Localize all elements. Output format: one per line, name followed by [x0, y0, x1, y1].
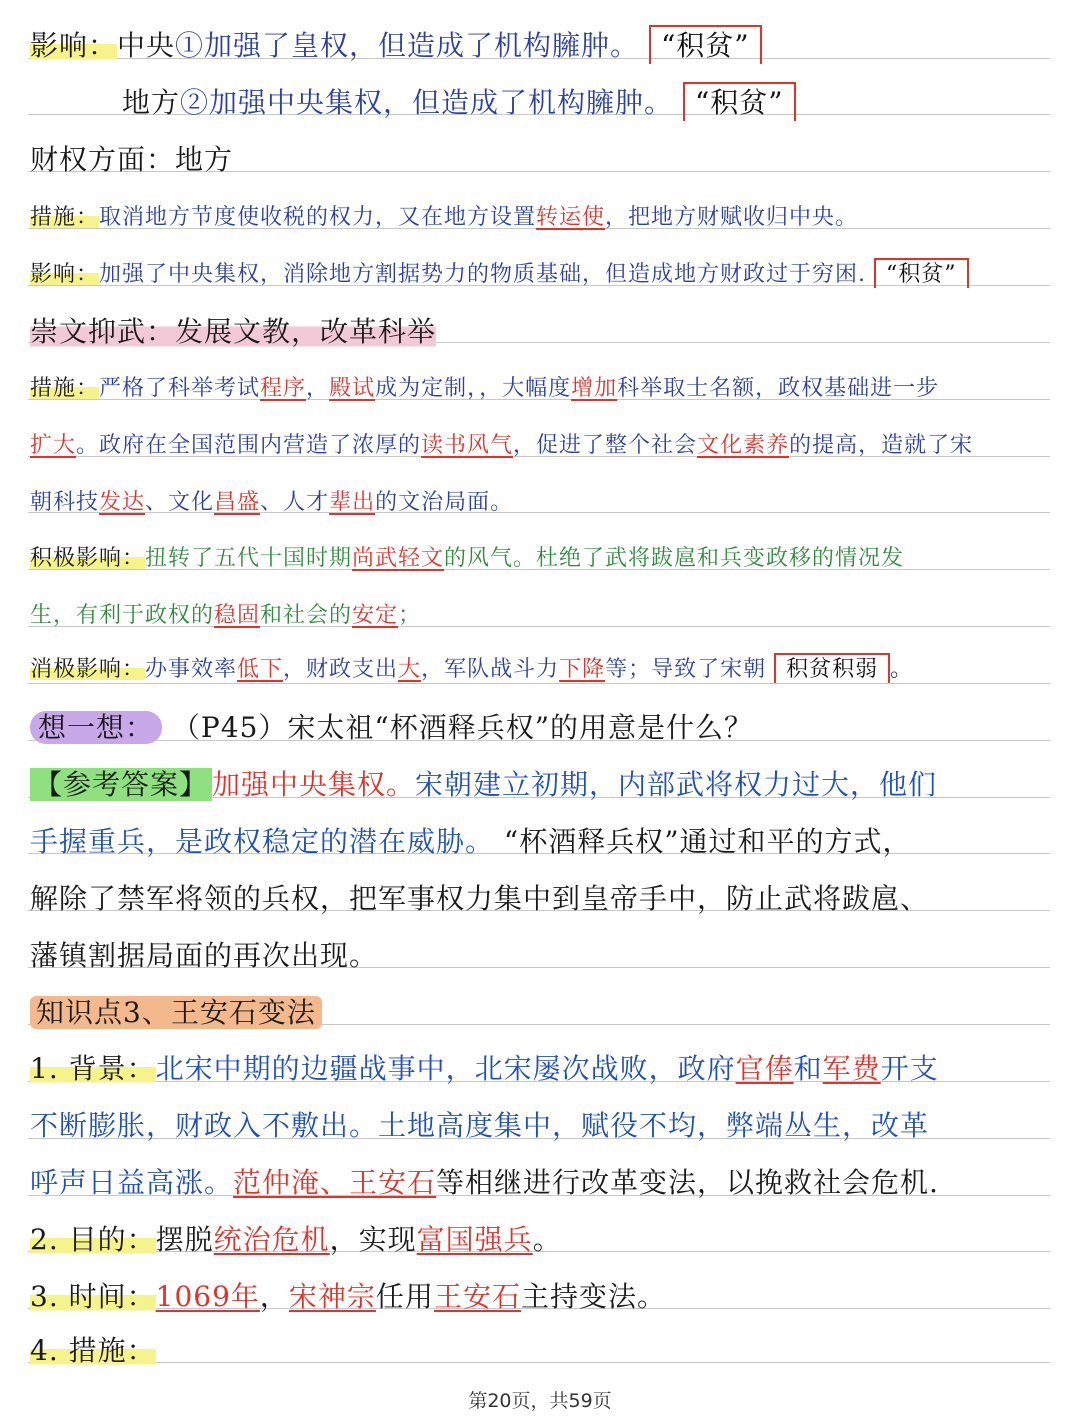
- text-segment: 下降: [559, 657, 606, 682]
- text-segment: 的风气。杜绝了武将跋扈和兵变政移的情况发: [444, 546, 905, 571]
- text-segment: 读书风气: [421, 433, 514, 458]
- note-line: [30, 934, 1056, 974]
- text-segment: 开支: [880, 1052, 939, 1085]
- text-segment: ，军队战斗力: [421, 657, 560, 682]
- text-segment: 解除了禁军将领的兵权，把军事权力集中到皇帝手中，防止武将跋扈、: [30, 882, 930, 915]
- text-segment: 严格了科举考试: [99, 376, 261, 401]
- text-segment: 尚武轻文: [352, 546, 445, 571]
- text-segment: 宋神宗: [288, 1280, 376, 1313]
- text-segment: 宋朝建立初期，内部武将权力过大，他们: [415, 768, 938, 801]
- text-segment: ，: [259, 1280, 289, 1313]
- text-segment: 措施：: [30, 205, 100, 230]
- text-segment: 转运使: [536, 205, 606, 230]
- boxed-note: “积贫”: [874, 258, 969, 288]
- note-line: [122, 81, 1056, 121]
- note-line: [30, 877, 1056, 917]
- note-line: [30, 991, 1056, 1031]
- text-segment: 统治危机: [213, 1223, 330, 1256]
- boxed-note: “积贫”: [649, 25, 762, 64]
- note-line: [30, 652, 1056, 683]
- text-segment: ①加强了皇权，但造成了机构臃肿。: [175, 29, 640, 62]
- text-segment: 摆脱: [155, 1223, 214, 1256]
- text-segment: 知识点3、王安石变法: [30, 996, 322, 1029]
- text-segment: 3. 时间：: [30, 1280, 156, 1313]
- text-segment: 措施：: [30, 376, 100, 401]
- note-line: [30, 428, 1056, 459]
- text-segment: 加强中央集权。: [212, 768, 416, 801]
- text-segment: ，: [306, 376, 330, 401]
- text-segment: 扩大: [30, 433, 77, 458]
- text-segment: 和: [793, 1052, 823, 1085]
- text-segment: 富国强兵: [416, 1223, 533, 1256]
- text-segment: （P45）宋太祖“杯酒释兵权”的用意是什么？: [162, 711, 754, 744]
- text-segment: 1069年: [155, 1280, 260, 1313]
- text-segment: 等；导致了宋朝: [605, 657, 767, 682]
- text-segment: ②加强中央集权，但造成了机构臃肿。: [180, 86, 674, 119]
- note-line: [30, 541, 1056, 572]
- page-footer: 第20页，共59页: [468, 1390, 612, 1412]
- text-segment: 发达: [99, 490, 146, 515]
- text-segment: 文化素养: [697, 433, 790, 458]
- text-segment: 2. 目的：: [30, 1223, 156, 1256]
- text-segment: 呼声日益高涨。: [30, 1166, 234, 1199]
- text-segment: ，促进了整个社会: [513, 433, 698, 458]
- text-segment: 影响：: [30, 29, 118, 62]
- text-segment: 藩镇割据局面的再次出现。: [30, 939, 379, 972]
- note-line: [30, 1275, 1056, 1315]
- text-segment: 任用: [375, 1280, 434, 1313]
- text-segment: 。: [890, 657, 914, 682]
- text-segment: ，把地方财赋收归中央。: [605, 205, 859, 230]
- text-segment: ；: [398, 603, 422, 628]
- boxed-note: 积贫积弱: [774, 653, 890, 683]
- text-segment: ，实现: [329, 1223, 417, 1256]
- note-line: [30, 1104, 1056, 1144]
- boxed-note: “积贫”: [683, 82, 796, 121]
- text-segment: 地方: [122, 86, 181, 119]
- text-segment: ，财政支出: [283, 657, 399, 682]
- text-segment: 程序: [260, 376, 307, 401]
- text-segment: 崇文抑武：发展文教，改革科举: [30, 315, 437, 348]
- text-segment: 辈出: [329, 490, 376, 515]
- text-segment: 的提高，造就了宋: [789, 433, 974, 458]
- text-segment: 科举取士名额，政权基础进一步: [617, 376, 940, 401]
- text-segment: 扭转了五代十国时期: [145, 546, 353, 571]
- text-segment: 殿试: [329, 376, 376, 401]
- text-segment: 的文治局面。: [375, 490, 514, 515]
- note-line: [30, 763, 1056, 803]
- text-segment: “杯酒释兵权”通过和平的方式，: [494, 825, 912, 858]
- text-segment: 手握重兵，是政权稳定的潜在威胁。: [30, 825, 495, 858]
- text-segment: 不断膨胀，财政入不敷出。土地高度集中，赋役不均，弊端丛生，改革: [30, 1109, 930, 1142]
- text-segment: 等相继进行改革变法，以挽救社会危机.: [436, 1166, 939, 1199]
- text-segment: 想一想：: [30, 711, 162, 744]
- text-segment: 。: [532, 1223, 562, 1256]
- text-segment: 生，有利于政权的: [30, 603, 215, 628]
- text-segment: 和社会的: [260, 603, 353, 628]
- text-segment: 稳固: [214, 603, 261, 628]
- text-segment: 大: [398, 657, 422, 682]
- text-segment: 成为定制，，大幅度: [375, 376, 572, 401]
- text-segment: 【参考答案】: [30, 768, 212, 801]
- note-line: [30, 706, 1056, 746]
- note-line: [30, 1218, 1056, 1258]
- text-segment: 朝科技: [30, 490, 100, 515]
- text-segment: 、文化: [145, 490, 215, 515]
- text-segment: 财权方面：地方: [30, 143, 234, 176]
- text-segment: 加强了中央集权，消除地方割据势力的物质基础，但造成地方财政过于穷困.: [99, 262, 867, 287]
- text-segment: 北宋中期的边疆战事中，北宋屡次战败，政府: [155, 1052, 736, 1085]
- note-line: [30, 24, 1056, 64]
- text-segment: 中央: [117, 29, 176, 62]
- note-line: [30, 371, 1056, 402]
- text-segment: 影响：: [30, 262, 100, 287]
- note-line: [30, 1047, 1056, 1087]
- text-segment: 、人才: [260, 490, 330, 515]
- text-segment: 安定: [352, 603, 399, 628]
- note-line: [30, 1329, 1056, 1369]
- text-segment: 官俸: [735, 1052, 794, 1085]
- text-segment: 办事效率: [145, 657, 238, 682]
- text-segment: 。政府在全国范围内营造了浓厚的: [76, 433, 422, 458]
- text-segment: 王安石: [433, 1280, 521, 1313]
- note-line: [30, 310, 1056, 350]
- text-segment: 主持变法。: [520, 1280, 666, 1313]
- note-line: [30, 138, 1056, 178]
- note-line: [30, 485, 1056, 516]
- note-line: [30, 200, 1056, 231]
- note-line: [30, 257, 1056, 288]
- text-segment: 消极影响：: [30, 657, 146, 682]
- text-segment: 增加: [571, 376, 618, 401]
- text-segment: 积极影响：: [30, 546, 146, 571]
- text-segment: 范仲淹、王安石: [233, 1166, 437, 1199]
- note-line: [30, 820, 1056, 860]
- text-segment: 军费: [822, 1052, 881, 1085]
- text-segment: 1. 背景：: [30, 1052, 156, 1085]
- text-segment: 4. 措施：: [30, 1334, 156, 1367]
- text-segment: 低下: [237, 657, 284, 682]
- text-segment: 取消地方节度使收税的权力，又在地方设置: [99, 205, 537, 230]
- text-segment: 昌盛: [214, 490, 261, 515]
- note-line: [30, 598, 1056, 629]
- note-line: [30, 1161, 1056, 1201]
